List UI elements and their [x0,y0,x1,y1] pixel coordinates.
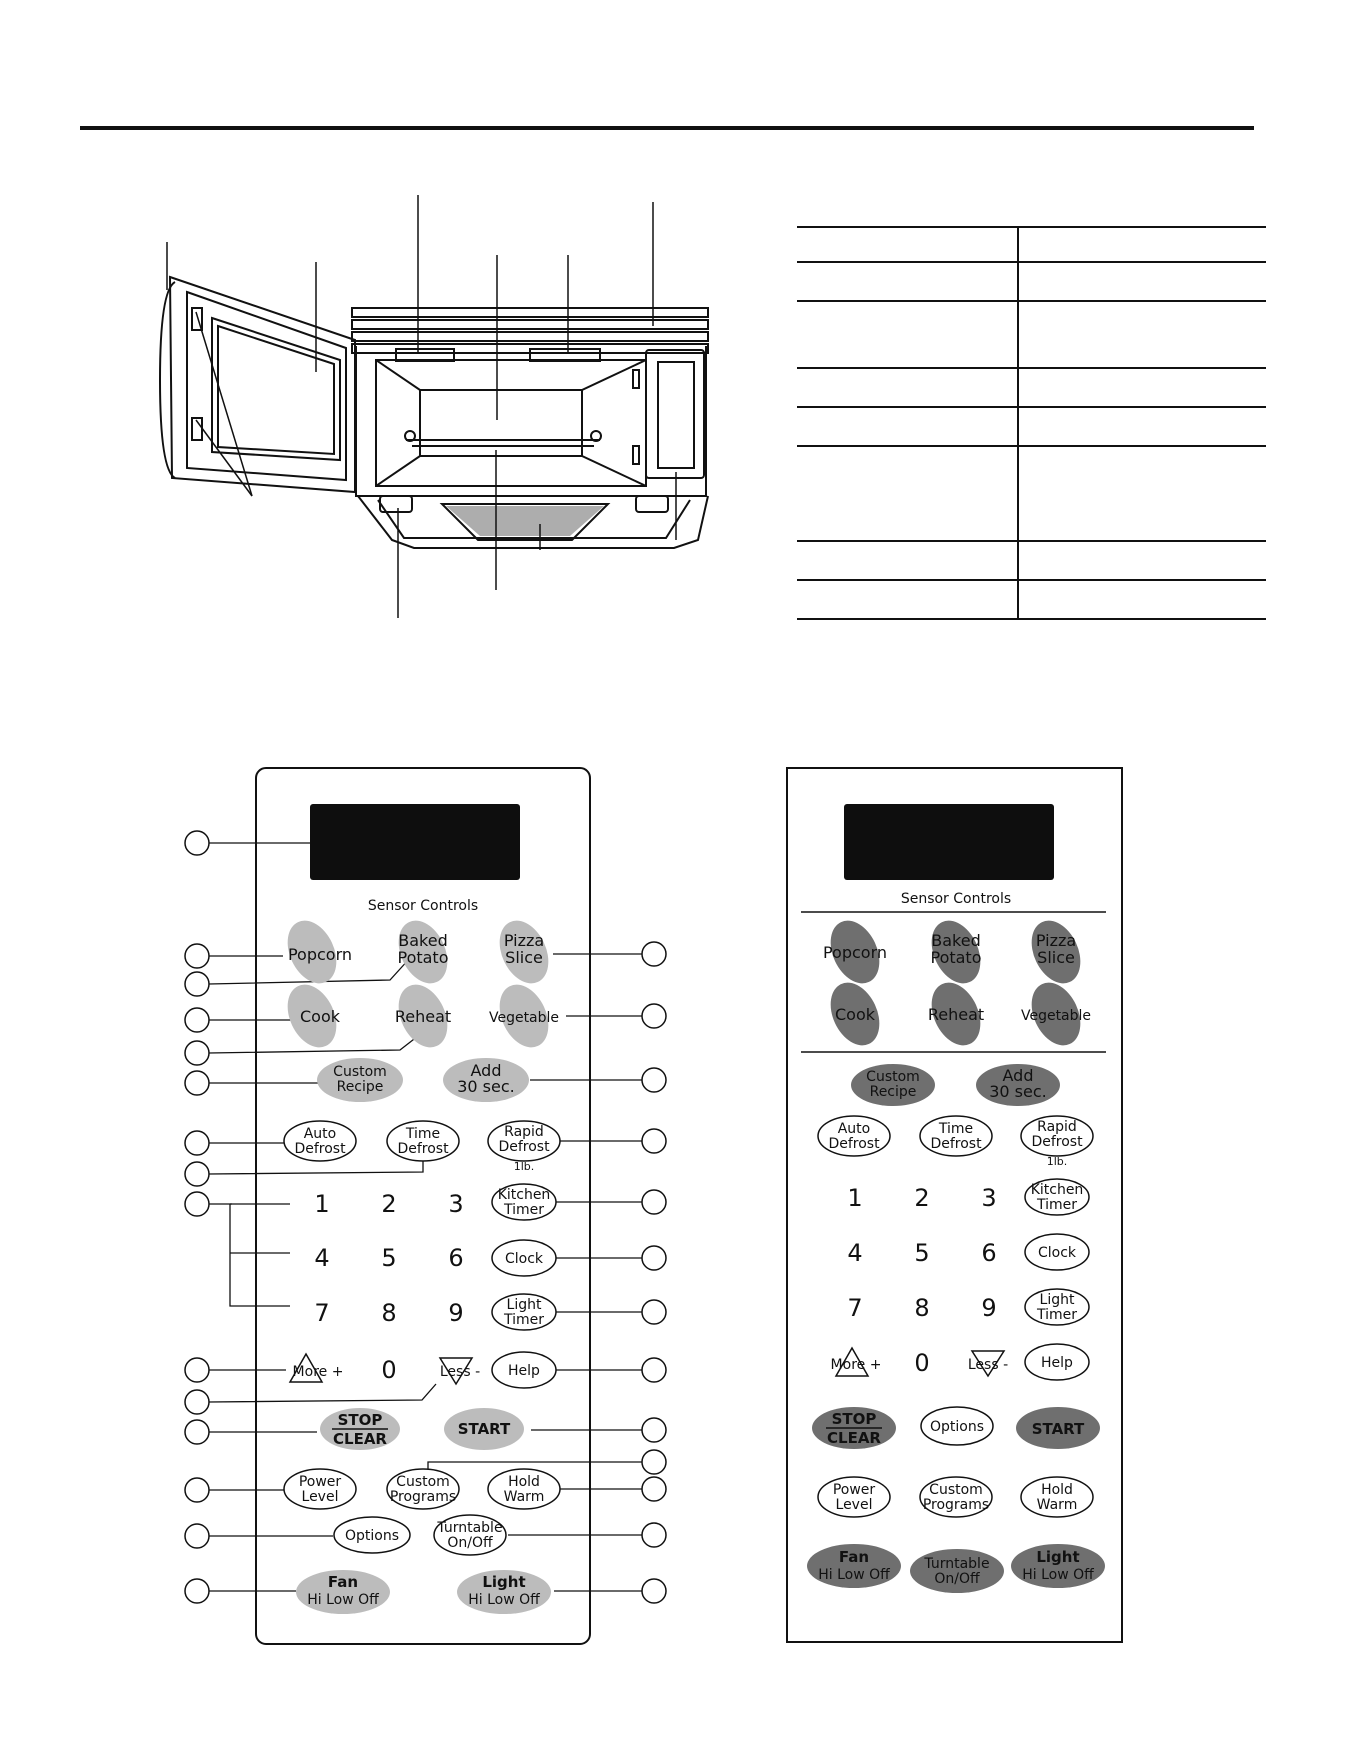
digit-5[interactable]: 5 [914,1239,930,1267]
fan-key[interactable]: Fan [327,1573,359,1591]
parts-table [790,222,1270,622]
display-window [310,804,520,880]
help-key[interactable]: Help [508,1363,540,1379]
light-key[interactable]: Light [1036,1548,1080,1566]
pizza-slice-key[interactable]: Pizza Slice [503,931,545,967]
custom-programs-key[interactable]: Custom Programs [922,1482,990,1513]
digit-0[interactable]: 0 [914,1349,930,1377]
digit-8[interactable]: 8 [381,1299,397,1327]
digit-6[interactable]: 6 [981,1239,997,1267]
power-level-key[interactable]: Power Level [832,1482,876,1513]
rapid-defrost-key[interactable]: Rapid Defrost [498,1124,550,1155]
control-panel-a [170,760,670,1660]
popcorn-key[interactable]: Popcorn [822,943,888,962]
microwave-illustration [140,190,720,630]
light-timer-key[interactable]: Light Timer [503,1297,545,1328]
auto-defrost-key[interactable]: Auto Defrost [828,1121,880,1152]
add-30-sec-key[interactable]: Add 30 sec. [989,1066,1047,1101]
baked-potato-key[interactable]: Baked Potato [397,931,449,967]
digit-3[interactable]: 3 [981,1184,997,1212]
hold-warm-key[interactable]: Hold Warm [503,1474,545,1505]
kitchen-timer-key[interactable]: Kitchen Timer [497,1187,551,1218]
add-30-sec-key[interactable]: Add 30 sec. [457,1061,515,1096]
cook-key[interactable]: Cook [299,1007,341,1026]
digit-4[interactable]: 4 [314,1244,330,1272]
custom-recipe-key[interactable]: Custom Recipe [866,1069,920,1100]
stop-label[interactable]: STOP [337,1411,383,1429]
rapid-defrost-key[interactable]: Rapid Defrost [1031,1119,1083,1150]
start-key[interactable]: START [457,1420,511,1438]
custom-programs-key[interactable]: Custom Programs [389,1474,457,1505]
light-key[interactable]: Light [482,1573,526,1591]
digit-9[interactable]: 9 [448,1299,464,1327]
stop-label[interactable]: STOP [831,1410,877,1428]
vegetable-key[interactable]: Vegetable [488,1010,560,1026]
custom-recipe-key[interactable]: Custom Recipe [333,1064,387,1095]
digit-1[interactable]: 1 [314,1190,330,1218]
power-level-key[interactable]: Power Level [298,1474,342,1505]
cook-key[interactable]: Cook [834,1005,876,1024]
clock-key[interactable]: Clock [504,1251,544,1267]
rapid-defrost-sub: 1lb. [513,1160,535,1173]
header-rule [80,126,1254,130]
digit-3[interactable]: 3 [448,1190,464,1218]
light-sub: Hi Low Off [1022,1567,1094,1583]
fan-sub: Hi Low Off [818,1567,890,1583]
control-panel-b [780,760,1130,1650]
digit-2[interactable]: 2 [914,1184,930,1212]
digit-6[interactable]: 6 [448,1244,464,1272]
digit-1[interactable]: 1 [847,1184,863,1212]
help-key[interactable]: Help [1041,1355,1073,1371]
sensor-controls-heading: Sensor Controls [900,891,1012,907]
vegetable-key[interactable]: Vegetable [1020,1008,1092,1024]
fan-sub: Hi Low Off [307,1592,379,1608]
baked-potato-key[interactable]: Baked Potato [930,931,982,967]
more-label[interactable]: More + [830,1357,882,1373]
time-defrost-key[interactable]: Time Defrost [397,1126,449,1157]
clock-key[interactable]: Clock [1037,1245,1077,1261]
reheat-key[interactable]: Reheat [927,1005,985,1024]
hold-warm-key[interactable]: Hold Warm [1036,1482,1078,1513]
digit-8[interactable]: 8 [914,1294,930,1322]
options-key[interactable]: Options [929,1419,985,1435]
clear-label[interactable]: CLEAR [827,1429,881,1447]
less-label[interactable]: Less - [967,1357,1009,1373]
display-window [844,804,1054,880]
light-sub: Hi Low Off [468,1592,540,1608]
turntable-key[interactable]: Turntable On/Off [437,1520,503,1551]
fan-key[interactable]: Fan [838,1548,870,1566]
digit-7[interactable]: 7 [314,1299,330,1327]
digit-7[interactable]: 7 [847,1294,863,1322]
light-timer-key[interactable]: Light Timer [1036,1292,1078,1323]
digit-9[interactable]: 9 [981,1294,997,1322]
options-key[interactable]: Options [344,1528,400,1544]
digit-0[interactable]: 0 [381,1356,397,1384]
more-label[interactable]: More + [292,1364,344,1380]
auto-defrost-key[interactable]: Auto Defrost [294,1126,346,1157]
start-key[interactable]: START [1031,1420,1085,1438]
popcorn-key[interactable]: Popcorn [287,945,353,964]
kitchen-timer-key[interactable]: Kitchen Timer [1030,1182,1084,1213]
time-defrost-key[interactable]: Time Defrost [930,1121,982,1152]
rapid-defrost-sub: 1lb. [1046,1155,1068,1168]
turntable-key[interactable]: Turntable On/Off [924,1556,990,1587]
digit-4[interactable]: 4 [847,1239,863,1267]
digit-2[interactable]: 2 [381,1190,397,1218]
sensor-controls-heading: Sensor Controls [367,898,479,914]
reheat-key[interactable]: Reheat [394,1007,452,1026]
digit-5[interactable]: 5 [381,1244,397,1272]
clear-label[interactable]: CLEAR [333,1430,387,1448]
less-label[interactable]: Less - [439,1364,481,1380]
pizza-slice-key[interactable]: Pizza Slice [1035,931,1077,967]
